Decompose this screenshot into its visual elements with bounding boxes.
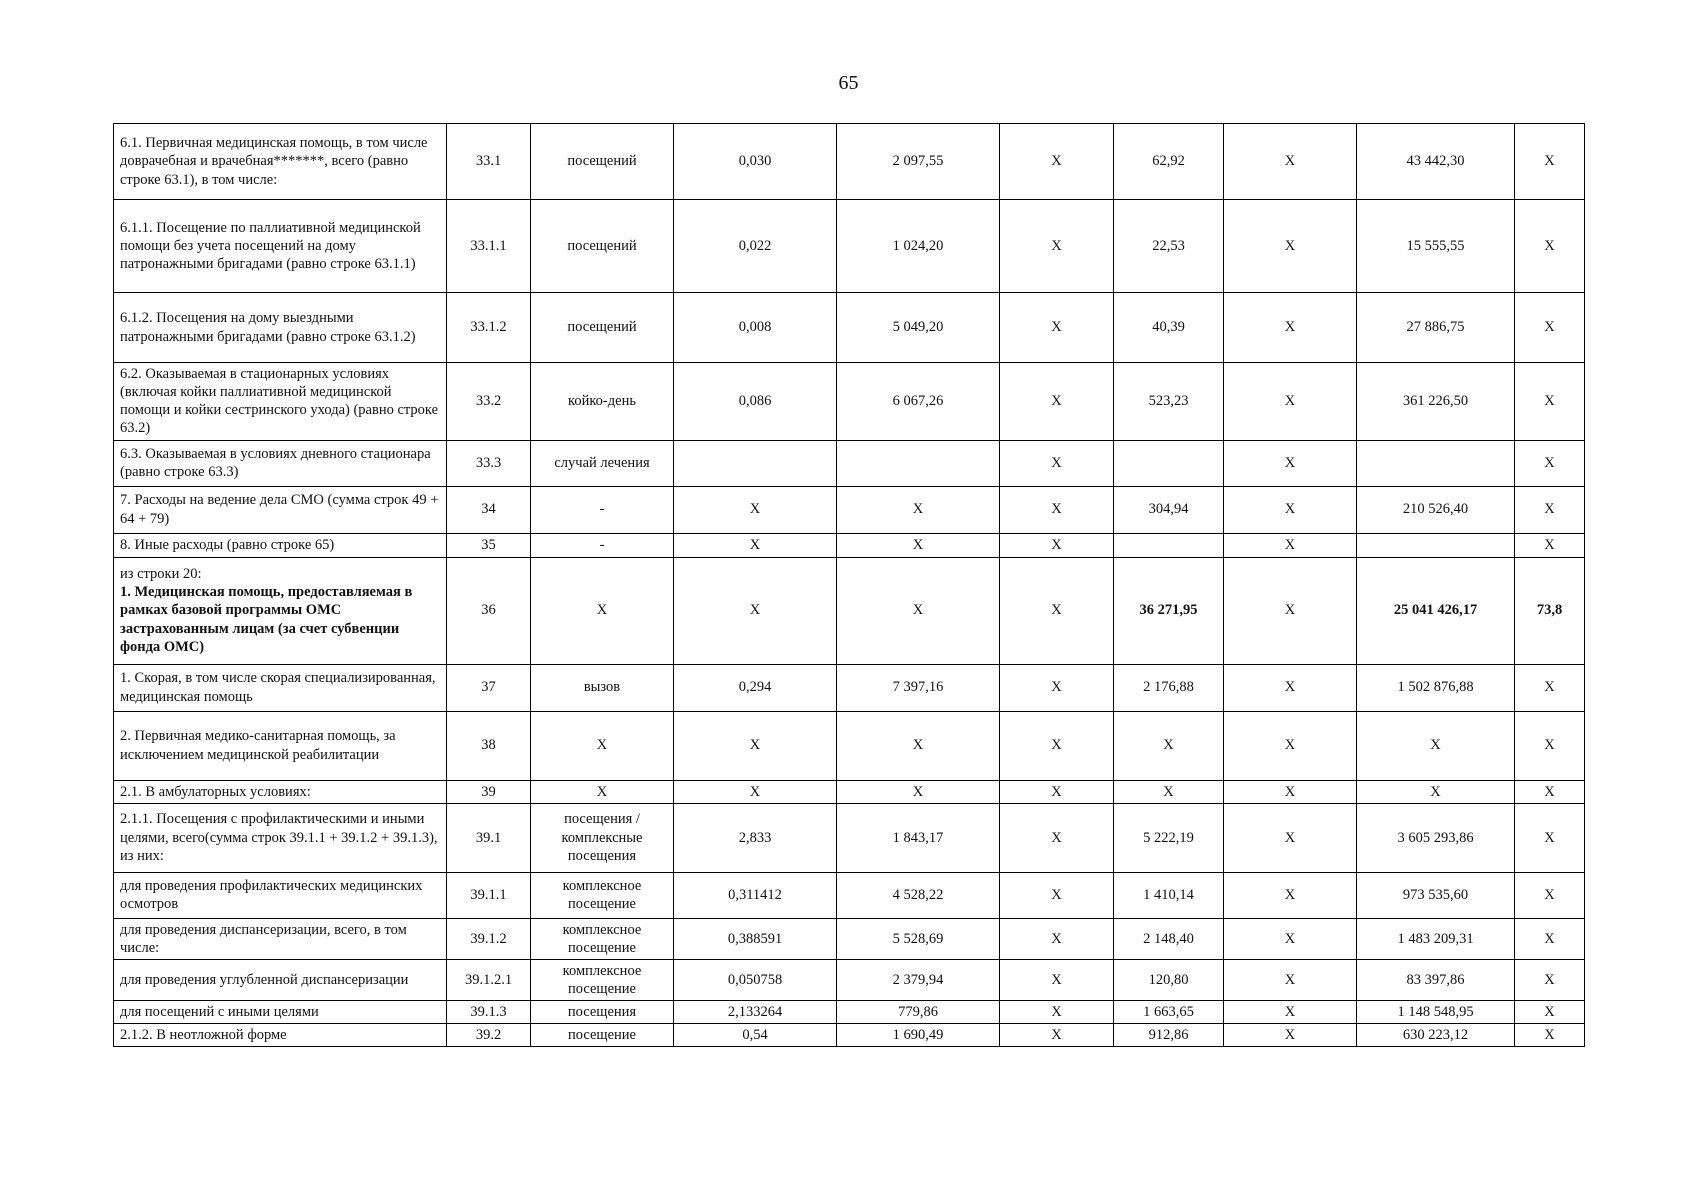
cell-c9: 973 535,60 (1357, 872, 1515, 918)
row-code: 39.1.1 (447, 872, 531, 918)
cell-c8: Х (1224, 959, 1357, 1000)
row-name-bold: 1. Медицинская помощь, предоставляемая в рамках базовой программы ОМС застрахованным лицам (за счет субвенции фонда ОМС) (120, 584, 413, 655)
row-code: 39.1 (447, 803, 531, 872)
table-row (114, 780, 1585, 803)
row-name: 2.1.1. Посещения с профилактическими и иными целями, всего(сумма строк 39.1.1 + 39.1.2 + 39.1.3), из них: (114, 803, 447, 872)
cell-c9: Х (1357, 711, 1515, 780)
cell-c6: Х (1000, 918, 1114, 959)
cell-c4: Х (674, 780, 837, 803)
page-number: 65 (838, 72, 859, 94)
cell-c7: 2 176,88 (1114, 664, 1224, 711)
row-name: 6.2. Оказываемая в стационарных условиях (включая койки паллиативной медицинской помощи и койки сестринского ухода) (равно строке 63.2) (114, 363, 447, 441)
cell-c8: Х (1224, 200, 1357, 293)
cell-c8: Х (1224, 918, 1357, 959)
cell-c5: 1 843,17 (837, 803, 1000, 872)
row-code: 39.2 (447, 1024, 531, 1047)
row-unit: посещения (531, 1001, 674, 1024)
cell-c10: Х (1515, 1024, 1585, 1047)
cell-c10: Х (1515, 918, 1585, 959)
cell-c8: Х (1224, 1024, 1357, 1047)
cell-c4: 0,022 (674, 200, 837, 293)
cell-c8: Х (1224, 664, 1357, 711)
row-code: 33.1 (447, 124, 531, 200)
cell-c6: Х (1000, 293, 1114, 363)
row-unit: посещений (531, 200, 674, 293)
cell-c5: 1 024,20 (837, 200, 1000, 293)
cell-c7 (1114, 440, 1224, 486)
row-name: 1. Скорая, в том числе скорая специализированная, медицинская помощь (114, 664, 447, 711)
cell-c7: Х (1114, 780, 1224, 803)
table-row (114, 711, 1585, 780)
cell-c10: Х (1515, 664, 1585, 711)
cell-c7: 1 663,65 (1114, 1001, 1224, 1024)
row-code: 36 (447, 557, 531, 664)
row-unit: комплексное посещение (531, 918, 674, 959)
cell-c8: Х (1224, 711, 1357, 780)
table-row (114, 486, 1585, 533)
cell-c4: 0,388591 (674, 918, 837, 959)
row-name: 6.3. Оказываемая в условиях дневного стационара (равно строке 63.3) (114, 440, 447, 486)
row-unit: комплексное посещение (531, 872, 674, 918)
cell-c6: Х (1000, 959, 1114, 1000)
cell-c5: 2 379,94 (837, 959, 1000, 1000)
cell-c9: 27 886,75 (1357, 293, 1515, 363)
cell-c10: Х (1515, 124, 1585, 200)
cell-c6: Х (1000, 200, 1114, 293)
row-unit: Х (531, 780, 674, 803)
row-code: 33.1.2 (447, 293, 531, 363)
row-name (114, 557, 447, 664)
cell-c10: Х (1515, 363, 1585, 441)
row-code: 39.1.2 (447, 918, 531, 959)
table-row (114, 200, 1585, 293)
cell-c9: 361 226,50 (1357, 363, 1515, 441)
row-name: 7. Расходы на ведение дела СМО (сумма строк 49 + 64 + 79) (114, 486, 447, 533)
cell-c4: 2,133264 (674, 1001, 837, 1024)
cell-c8: Х (1224, 557, 1357, 664)
cell-c7: 40,39 (1114, 293, 1224, 363)
row-name: 6.1. Первичная медицинская помощь, в том числе доврачебная и врачебная*******, всего (равно строке 63.1), в том числе: (114, 124, 447, 200)
cell-c7: 304,94 (1114, 486, 1224, 533)
row-unit: Х (531, 557, 674, 664)
cell-c9: 630 223,12 (1357, 1024, 1515, 1047)
row-code: 39 (447, 780, 531, 803)
cell-c7: 912,86 (1114, 1024, 1224, 1047)
cell-c9 (1357, 533, 1515, 557)
cell-c8: Х (1224, 363, 1357, 441)
cell-c4: 0,294 (674, 664, 837, 711)
cell-c7: 120,80 (1114, 959, 1224, 1000)
cell-c5: Х (837, 711, 1000, 780)
row-code: 37 (447, 664, 531, 711)
cell-c7: 5 222,19 (1114, 803, 1224, 872)
cell-c7: 22,53 (1114, 200, 1224, 293)
cell-c5: Х (837, 557, 1000, 664)
cell-c4: 2,833 (674, 803, 837, 872)
cell-c5: 5 528,69 (837, 918, 1000, 959)
table-row (114, 872, 1585, 918)
row-unit: комплексное посещение (531, 959, 674, 1000)
cell-c5: Х (837, 533, 1000, 557)
row-code: 39.1.2.1 (447, 959, 531, 1000)
cell-c10: Х (1515, 200, 1585, 293)
cell-c6: Х (1000, 803, 1114, 872)
cell-c7: 1 410,14 (1114, 872, 1224, 918)
row-unit: - (531, 533, 674, 557)
row-unit: вызов (531, 664, 674, 711)
cell-c6: Х (1000, 664, 1114, 711)
cell-c9 (1357, 440, 1515, 486)
cell-c7: Х (1114, 711, 1224, 780)
row-name: 6.1.2. Посещения на дому выездными патронажными бригадами (равно строке 63.1.2) (114, 293, 447, 363)
row-unit: посещений (531, 124, 674, 200)
cell-c10: Х (1515, 486, 1585, 533)
cell-c9: 210 526,40 (1357, 486, 1515, 533)
cell-c9: 1 483 209,31 (1357, 918, 1515, 959)
cell-c8: Х (1224, 872, 1357, 918)
cell-c7: 36 271,95 (1114, 557, 1224, 664)
cell-c10: Х (1515, 780, 1585, 803)
table-row (114, 1024, 1585, 1047)
cell-c9: 3 605 293,86 (1357, 803, 1515, 872)
row-unit: посещений (531, 293, 674, 363)
cell-c4: 0,008 (674, 293, 837, 363)
cell-c8: Х (1224, 124, 1357, 200)
cell-c5: 4 528,22 (837, 872, 1000, 918)
cell-c4: Х (674, 557, 837, 664)
cell-c9: 1 148 548,95 (1357, 1001, 1515, 1024)
cell-c7: 62,92 (1114, 124, 1224, 200)
cell-c4: 0,050758 (674, 959, 837, 1000)
cell-c6: Х (1000, 440, 1114, 486)
table-row (114, 124, 1585, 200)
cell-c6: Х (1000, 780, 1114, 803)
cell-c8: Х (1224, 1001, 1357, 1024)
cell-c9: 15 555,55 (1357, 200, 1515, 293)
cell-c9: 43 442,30 (1357, 124, 1515, 200)
row-code: 35 (447, 533, 531, 557)
cell-c8: Х (1224, 440, 1357, 486)
cell-c5: 6 067,26 (837, 363, 1000, 441)
table-row (114, 293, 1585, 363)
cell-c4: 0,030 (674, 124, 837, 200)
table-row (114, 557, 1585, 664)
cell-c6: Х (1000, 124, 1114, 200)
cell-c6: Х (1000, 872, 1114, 918)
cell-c9: 1 502 876,88 (1357, 664, 1515, 711)
cell-c8: Х (1224, 803, 1357, 872)
cell-c6: Х (1000, 363, 1114, 441)
cell-c7: 523,23 (1114, 363, 1224, 441)
row-code: 39.1.3 (447, 1001, 531, 1024)
table-row (114, 363, 1585, 441)
cell-c10: Х (1515, 803, 1585, 872)
row-name: 6.1.1. Посещение по паллиативной медицинской помощи без учета посещений на дому патронажными бригадами (равно строке 63.1.1) (114, 200, 447, 293)
cell-c6: Х (1000, 1001, 1114, 1024)
cell-c6: Х (1000, 486, 1114, 533)
table-row (114, 440, 1585, 486)
cell-c4: Х (674, 711, 837, 780)
table-row (114, 533, 1585, 557)
cell-c10: Х (1515, 533, 1585, 557)
cell-c9: Х (1357, 780, 1515, 803)
row-code: 33.2 (447, 363, 531, 441)
row-unit: посещение (531, 1024, 674, 1047)
cell-c5: 1 690,49 (837, 1024, 1000, 1047)
row-code: 33.1.1 (447, 200, 531, 293)
cell-c5: 7 397,16 (837, 664, 1000, 711)
row-name: 2. Первичная медико-санитарная помощь, за исключением медицинской реабилитации (114, 711, 447, 780)
table-row (114, 918, 1585, 959)
cell-c8: Х (1224, 293, 1357, 363)
row-name: 2.1.2. В неотложной форме (114, 1024, 447, 1047)
cell-c8: Х (1224, 780, 1357, 803)
cell-c5 (837, 440, 1000, 486)
cell-c8: Х (1224, 486, 1357, 533)
table-row (114, 959, 1585, 1000)
cell-c7 (1114, 533, 1224, 557)
cell-c10: Х (1515, 959, 1585, 1000)
cell-c10: Х (1515, 1001, 1585, 1024)
table-row (114, 1001, 1585, 1024)
row-unit: Х (531, 711, 674, 780)
row-code: 34 (447, 486, 531, 533)
row-name: 8. Иные расходы (равно строке 65) (114, 533, 447, 557)
cell-c9: 83 397,86 (1357, 959, 1515, 1000)
row-name: для проведения профилактических медицинских осмотров (114, 872, 447, 918)
row-name: для проведения углубленной диспансеризации (114, 959, 447, 1000)
cell-c9: 25 041 426,17 (1357, 557, 1515, 664)
cell-c4: Х (674, 486, 837, 533)
row-unit: койко-день (531, 363, 674, 441)
row-name: 2.1. В амбулаторных условиях: (114, 780, 447, 803)
row-code: 33.3 (447, 440, 531, 486)
cell-c4: 0,54 (674, 1024, 837, 1047)
row-unit: посещения / комплексные посещения (531, 803, 674, 872)
cell-c7: 2 148,40 (1114, 918, 1224, 959)
cell-c10: Х (1515, 872, 1585, 918)
cell-c4 (674, 440, 837, 486)
financing-table (113, 123, 1585, 1047)
row-name-prefix: из строки 20: (120, 566, 202, 583)
row-code: 38 (447, 711, 531, 780)
cell-c5: Х (837, 486, 1000, 533)
row-unit: случай лечения (531, 440, 674, 486)
table-row (114, 803, 1585, 872)
cell-c5: 5 049,20 (837, 293, 1000, 363)
cell-c6: Х (1000, 711, 1114, 780)
cell-c8: Х (1224, 533, 1357, 557)
cell-c5: Х (837, 780, 1000, 803)
cell-c4: Х (674, 533, 837, 557)
row-name: для посещений с иными целями (114, 1001, 447, 1024)
cell-c4: 0,311412 (674, 872, 837, 918)
row-name: для проведения диспансеризации, всего, в том числе: (114, 918, 447, 959)
cell-c5: 779,86 (837, 1001, 1000, 1024)
cell-c4: 0,086 (674, 363, 837, 441)
cell-c10: 73,8 (1515, 557, 1585, 664)
table-row (114, 664, 1585, 711)
cell-c6: Х (1000, 557, 1114, 664)
cell-c6: Х (1000, 533, 1114, 557)
row-unit: - (531, 486, 674, 533)
cell-c6: Х (1000, 1024, 1114, 1047)
cell-c10: Х (1515, 711, 1585, 780)
cell-c5: 2 097,55 (837, 124, 1000, 200)
cell-c10: Х (1515, 293, 1585, 363)
cell-c10: Х (1515, 440, 1585, 486)
